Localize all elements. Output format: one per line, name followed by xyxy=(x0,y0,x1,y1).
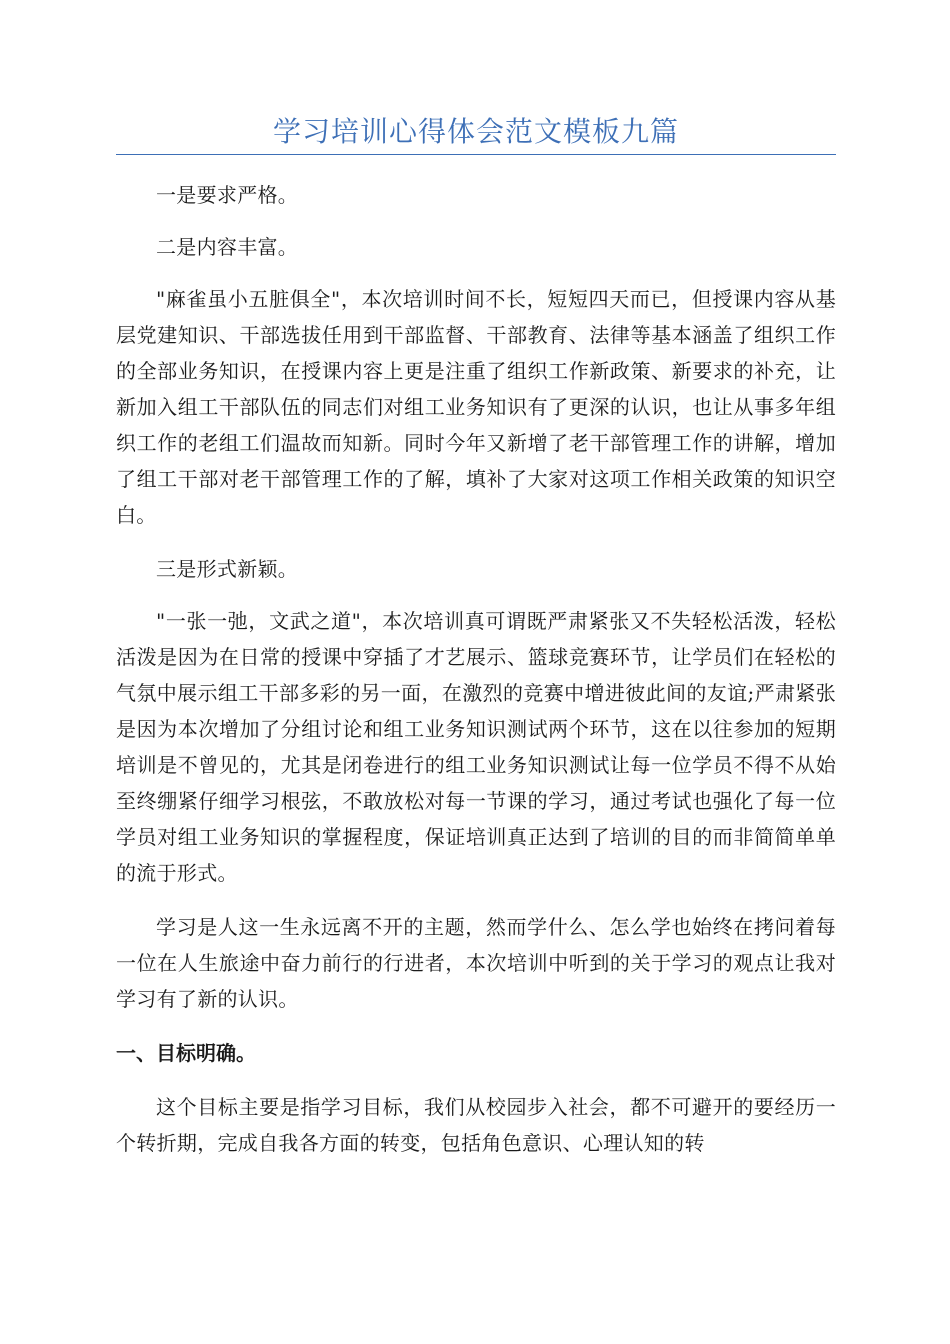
document-page xyxy=(116,110,836,1179)
section-heading-goal: 一、目标明确。 xyxy=(116,1041,256,1065)
paragraph-format-detail: "一张一弛，文武之道"，本次培训真可谓既严肃紧张又不失轻松活泼，轻松活泼是因为在日常的授课中穿插了才艺展示、篮球竞赛环节，让学员们在轻松的气氛中展示组工干部多彩的另一面，在激烈的竞赛中增进彼此间的友谊;严肃紧张是因为本次增加了分组讨论和组工业务知识测试两个环节，这在以往参加的短期培训是不曾见的，尤其是闭卷进行的组工业务知识测试让每一位学员不得不从始至终绷紧仔细学习根弦，不敢放松对每一节课的学习，通过考试也强化了每一位学员对组工业务知识的掌握程度，保证培训真正达到了培训的目的而非简简单单的流于形式。 xyxy=(116,609,836,885)
paragraph-content-detail: "麻雀虽小五脏俱全"，本次培训时间不长，短短四天而已，但授课内容从基层党建知识、干部选拔任用到干部监督、干部教育、法律等基本涵盖了组织工作的全部业务知识，在授课内容上更是注重了组织工作新政策、新要求的补充，让新加入组工干部队伍的同志们对组工业务知识有了更深的认识，也让从事多年组织工作的老组工们温故而知新。同时今年又新增了老干部管理工作的讲解，增加了组工干部对老干部管理工作的了解，填补了大家对这项工作相关政策的知识空白。 xyxy=(116,287,836,527)
paragraph-format-novel: 三是形式新颖。 xyxy=(156,557,299,581)
paragraph-requirement-strict: 一是要求严格。 xyxy=(156,183,299,207)
document-title: 学习培训心得体会范文模板九篇 xyxy=(272,115,679,148)
paragraph-goal-detail: 这个目标主要是指学习目标，我们从校园步入社会，都不可避开的要经历一个转折期，完成自我各方面的转变，包括角色意识、心理认知的转 xyxy=(116,1095,836,1155)
paragraph-content-rich: 二是内容丰富。 xyxy=(156,235,299,259)
paragraph-learning-theme: 学习是人这一生永远离不开的主题，然而学什么、怎么学也始终在拷问着每一位在人生旅途中奋力前行的行进者，本次培训中听到的关于学习的观点让我对学习有了新的认识。 xyxy=(116,915,836,1011)
title-underline xyxy=(116,154,836,155)
